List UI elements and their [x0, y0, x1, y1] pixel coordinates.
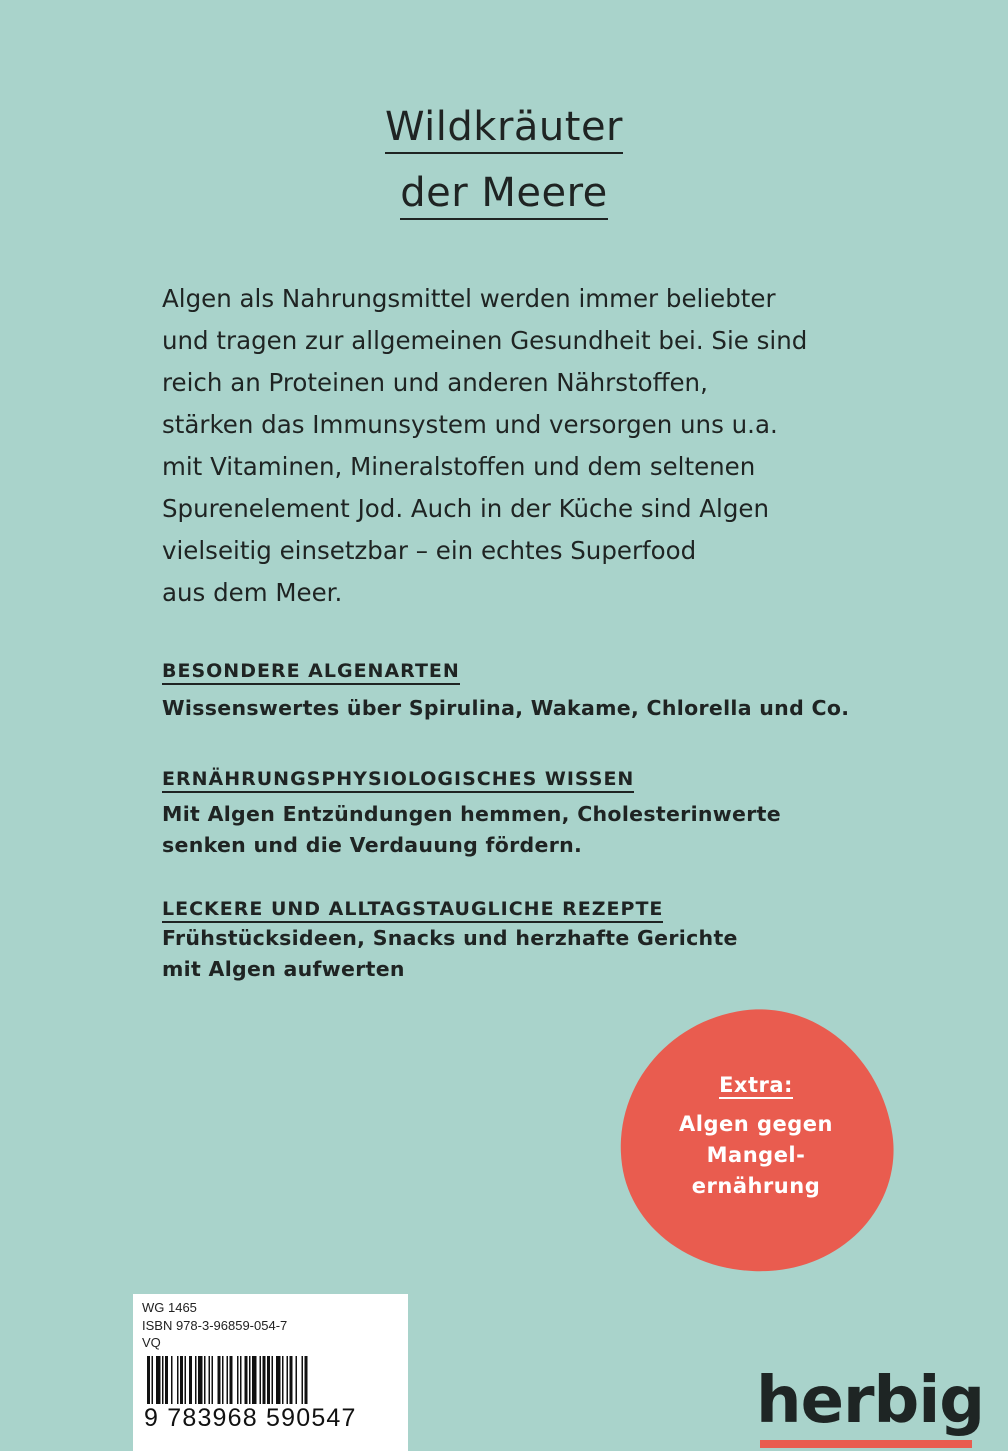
feature-line: Frühstücksideen, Snacks und herzhafte Gerichte	[162, 926, 738, 950]
intro-line: Spurenelement Jod. Auch in der Küche sind Algen	[162, 494, 769, 523]
feature-heading: BESONDERE ALGENARTEN	[162, 660, 460, 685]
intro-line: mit Vitaminen, Mineralstoffen und dem seltenen	[162, 452, 756, 481]
isbn-number: ISBN 978-3-96859-054-7	[142, 1317, 288, 1333]
intro-text	[162, 278, 882, 614]
intro-line: Algen als Nahrungsmittel werden immer beliebter	[162, 284, 776, 313]
extra-badge-line: Algen gegen	[679, 1112, 833, 1136]
intro-line: stärken das Immunsystem und versorgen uns u.a.	[162, 410, 778, 439]
feature-line: Wissenswertes über Spirulina, Wakame, Chlorella und Co.	[162, 696, 850, 720]
feature-description	[162, 693, 922, 724]
title-line-1: Wildkräuter	[385, 104, 623, 154]
extra-badge-line: ernährung	[691, 1174, 821, 1198]
intro-line: und tragen zur allgemeinen Gesundheit bei. Sie sind	[162, 326, 808, 355]
feature-recipes	[162, 898, 922, 985]
book-title	[0, 98, 1008, 222]
feature-line: senken und die Verdauung fördern.	[162, 833, 583, 857]
distribution-code: VQ	[142, 1335, 161, 1350]
feature-nutrition-knowledge	[162, 768, 922, 861]
extra-badge-label: Extra:	[719, 1073, 793, 1097]
publisher-logo-underline	[760, 1440, 972, 1448]
publisher-logo: herbig	[756, 1364, 985, 1438]
barcode-digits: 9 783968 590547	[144, 1404, 357, 1432]
extra-badge-line: Mangel-	[706, 1143, 806, 1167]
feature-description	[162, 923, 922, 985]
feature-heading: ERNÄHRUNGSPHYSIOLOGISCHES WISSEN	[162, 768, 634, 793]
intro-line: aus dem Meer.	[162, 578, 343, 607]
feature-description	[162, 799, 922, 861]
feature-algae-types	[162, 660, 922, 724]
title-line-2: der Meere	[400, 170, 608, 220]
feature-heading: LECKERE UND ALLTAGSTAUGLICHE REZEPTE	[162, 898, 663, 923]
intro-line: vielseitig einsetzbar – ein echtes Superfood	[162, 536, 697, 565]
barcode-info	[142, 1299, 287, 1352]
feature-line: mit Algen aufwerten	[162, 957, 405, 981]
extra-badge	[620, 1070, 892, 1202]
product-group: WG 1465	[142, 1300, 197, 1315]
intro-line: reich an Proteinen und anderen Nährstoffen,	[162, 368, 708, 397]
barcode-label	[133, 1294, 408, 1451]
feature-line: Mit Algen Entzündungen hemmen, Cholesterinwerte	[162, 802, 781, 826]
